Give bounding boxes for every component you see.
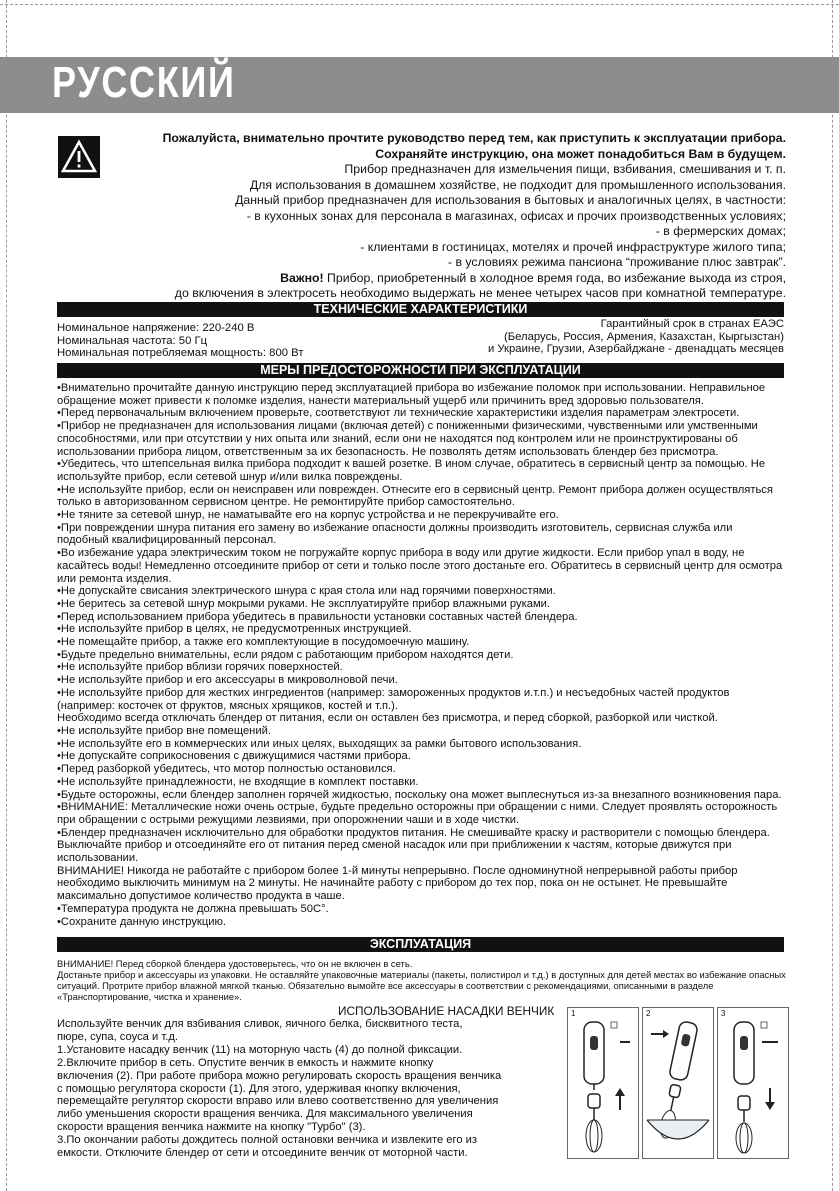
figure-number: 3 [721,1009,726,1018]
precaution-item: •Блендер предназначен исключительно для обработки продуктов питания. Не смешивайте краску и растворители с помощью блендера. Выключайте прибор и отсоединяйте его от питания перед сменой насадок или при приближении к частям, которые движутся при использовании. [57,826,770,865]
precaution-item: •Не используйте прибор в целях, не предусмотренных инструкцией. [57,623,412,636]
cut-line-right [832,0,833,1191]
precaution-item: •Будьте предельно внимательны, если рядом с работающим прибором находятся дети. [57,648,514,661]
precaution-item: •Во избежание удара электрическим током не погружайте корпус прибора в воду или другие жидкости. Если прибор упал в воду, не касайтесь воды! Немедленно отсоедините прибор от сети и только после этого достаньте его. Обратитесь в сервисный центр для осмотра или ремонта изделия. [57,547,783,585]
precaution-item: •Перед первоначальным включением проверьте, соответствуют ли технические характеристики изделия параметрам электросети. [57,407,740,420]
intro-bold-1: Пожалуйста, внимательно прочтите руководство перед тем, как приступить к эксплуатации прибора. [162,131,786,145]
precaution-item: •Не используйте его в коммерческих или иных целях, выходящих за рамки бытового использования. [57,737,582,750]
spec-frequency: Номинальная частота: 50 Гц [57,334,208,347]
precaution-item: •Сохраните данную инструкцию. [57,915,226,928]
operation-unpack: Достаньте прибор и аксессуары из упаковки. Не оставляйте упаковочные материалы (пакеты, полистирол и т.д.) в доступных для детей местах во избежание опасных ситуаций. Протрите прибор влажной мягкой тканью. Обязательно вымойте все аксессуары в соответствии с рекомендациями, описанными в разделе «Транспортирование, чистка и хранение». [57,969,786,1002]
operation-warning: ВНИМАНИЕ! Перед сборкой блендера удостоверьтесь, что он не включен в сеть. [57,958,413,969]
warning-icon [58,136,100,178]
precaution-item: •Не используйте прибор вблизи горячих поверхностей. [57,661,343,674]
intro-line: - в фермерских домах; [655,224,786,238]
precautions-list [57,382,787,928]
precaution-item: •При повреждении шнура питания его замену во избежание опасности должны производить изготовитель, сервисная служба или подобный квалифицированный персонал. [57,521,733,547]
precaution-item: •Не используйте прибор и его аксессуары в микроволновой печи. [57,674,398,687]
precaution-item: •Перед использованием прибора убедитесь в правильности установки составных частей блендера. [57,610,578,623]
cut-line-left [6,0,7,1191]
precaution-item: •Не помещайте прибор, а также его комплектующие в посудомоечную машину. [57,636,470,649]
precaution-item: •Температура продукта не должна превышать 50С°. [57,902,329,915]
specs-heading: ТЕХНИЧЕСКИЕ ХАРАКТЕРИСТИКИ [57,302,784,317]
precaution-item: •Перед разборкой убедитесь, что мотор полностью остановился. [57,763,396,776]
whisk-heading: ИСПОЛЬЗОВАНИЕ НАСАДКИ ВЕНЧИК [338,1004,555,1018]
intro-line: Прибор предназначен для измельчения пищи, взбивания, смешивания и т. п. [344,162,786,176]
spec-power: Номинальная потребляемая мощность: 800 Вт [57,347,304,359]
whisk-line: перемещайте регулятор скорости вправо или влево соответственно для увеличения [57,1095,499,1108]
precaution-item: •Убедитесь, что штепсельная вилка прибора подходит к вашей розетке. В ином случае, обратитесь в сервисный центр за помощью. Не используйте прибор, если сетевой шнур и/или вилка повреждены. [57,458,766,483]
precaution-item: •Не допускайте свисания электрического шнура с края стола или над горячими поверхностями. [57,585,556,598]
blender-whisk-illustration [568,1008,638,1158]
precaution-item: •Не используйте принадлежности, не входящие в комплект поставки. [57,775,419,788]
intro-line: - в условиях режима пансиона “проживание плюс завтрак”. [447,255,786,269]
whisk-line: либо уменьшения скорости вращения венчика. Для максимального увеличения [57,1108,473,1121]
precaution-item: ВНИМАНИЕ! Никогда не работайте с прибором более 1-й минуты непрерывно. После одноминутной непрерывной работы прибор необходимо выключить минимум на 2 минуты. Не начинайте работу с прибором до тех пор, пока он не остынет. Не превышайте максимально допустимое количество продукта в чаше. [57,864,738,903]
precaution-item: •Не тяните за сетевой шнур, не наматывайте его на корпус устройства и не перекручивайте его. [57,509,559,522]
specs-left [57,322,304,360]
whisk-line: включения (2). При работе прибора можно регулировать скорость вращения венчика [57,1069,502,1082]
blender-detach-illustration [718,1008,788,1158]
precaution-item: •Не используйте прибор, если он неисправен или поврежден. Отнесите его в сервисный центр. Ремонт прибора должен осуществляться только в авторизованном сервисном центре. Не ремонтируйте прибор самостоятельно. [57,483,773,509]
precautions-heading: МЕРЫ ПРЕДОСТОРОЖНОСТИ ПРИ ЭКСПЛУАТАЦИИ [57,363,784,378]
precaution-item: •Внимательно прочитайте данную инструкцию перед эксплуатацией прибора во избежание поломок при использовании. Неправильное обращение может привести к поломке изделия, нанести материальный ущерб или причинить вред здоровью пользователя. [57,382,766,407]
precaution-item: •Не используйте прибор для жестких ингредиентов (например: замороженных продуктов и.т.п.) и несъедобных частей продуктов (например: косточек от фруктов, мясных хрящиков, костей и т.п.). [57,686,730,712]
whisk-line: 1.Установите насадку венчик (11) на моторную часть (4) до полной фиксации. [57,1043,463,1056]
precaution-item: •Прибор не предназначен для использования лицами (включая детей) с пониженными физическими, чувственными или умственными способностями, или при отсутствии у них опыта или знаний, если они не находятся под контролем или не проинструктированы об использовании прибора лицом, ответственным за их безопасность. Не позволять детям использовать блендер без присмотра. [57,420,758,458]
blender-bowl-illustration [643,1008,713,1158]
whisk-line: пюре, супа, соуса и т.д. [57,1030,178,1043]
intro-line: Для использования в домашнем хозяйстве, не подходит для промышленного использования. [249,177,786,192]
precaution-item: Необходимо всегда отключать блендер от питания, если он оставлен без присмотра, и перед сборкой, разборкой или чисткой. [57,712,718,725]
figure-whisk-in-bowl [642,1007,714,1159]
cut-line-top [0,4,839,5]
whisk-line: Используйте венчик для взбивания сливок, яичного белка, бисквитного теста, [57,1018,463,1030]
operation-heading: ЭКСПЛУАТАЦИЯ [57,937,784,952]
precaution-item: •ВНИМАНИЕ: Металлические ножи очень острые, будьте предельно осторожны при обращении с ними. Следует проявлять осторожность при обращении с острыми режущими лезвиями, при опорожнении чаши и в ходе чистки. [57,801,778,826]
important-note [110,271,786,287]
warranty-line: и Украине, Грузии, Азербайджане - двенадцать месяцев [487,343,784,355]
language-title: РУССКИЙ [52,58,236,107]
whisk-line: 3.По окончании работы дождитесь полной остановки венчика и извлеките его из [57,1134,478,1147]
warranty-line: Гарантийный срок в странах ЕАЭС [600,318,784,330]
warranty-line: (Беларусь, Россия, Армения, Казахстан, Кыргызстан) [503,330,784,343]
whisk-line: с помощью регулятора скорости (1). Для этого, удерживая кнопку включения, [57,1082,461,1095]
precaution-item: •Не беритесь за сетевой шнур мокрыми руками. Не эксплуатируйте прибор влажными руками. [57,597,551,610]
whisk-line: скорости вращения венчика нажмите на кнопку "Турбо" (3). [57,1121,366,1134]
specs-right [488,318,784,356]
figure-attach-whisk [567,1007,639,1159]
important-label: Важно! [280,270,324,285]
intro-line: Данный прибор предназначен для использования в бытовых и аналогичных целях, в частности: [235,193,786,207]
intro-line: - в кухонных зонах для персонала в магазинах, офисах и прочих производственных условиях; [246,208,786,223]
whisk-instructions [57,1018,522,1160]
precaution-item: •Не допускайте соприкосновения с движущимися частями прибора. [57,750,411,763]
intro-line: - клиентами в гостиницах, мотелях и прочей инфраструктуре жилого типа; [360,239,786,254]
operation-intro [57,958,787,1002]
figure-number: 2 [646,1009,651,1018]
figure-detach-whisk [717,1007,789,1159]
intro-block [110,131,786,302]
precaution-item: •Не используйте прибор вне помещений. [57,724,271,737]
spec-voltage: Номинальное напряжение: 220-240 В [57,322,255,334]
intro-bold-2: Сохраняйте инструкцию, она может понадобиться Вам в будущем. [375,146,786,161]
precaution-item: •Будьте осторожны, если блендер заполнен горячей жидкостью, поскольку она может выплеснуться из-за внезапного возникновения пара. [57,788,782,801]
important-text: Прибор, приобретенный в холодное время года, во избежание выхода из строя, [323,270,786,285]
whisk-line: 2.Включите прибор в сеть. Опустите венчик в емкость и нажмите кнопку [57,1056,434,1069]
figure-number: 1 [571,1009,576,1018]
whisk-line: емкости. Отключите блендер от сети и отсоедините венчик от моторной части. [57,1147,468,1160]
important-text-2: до включения в электросеть необходимо выдержать не менее четырех часов при комнатной температуре. [174,286,786,300]
